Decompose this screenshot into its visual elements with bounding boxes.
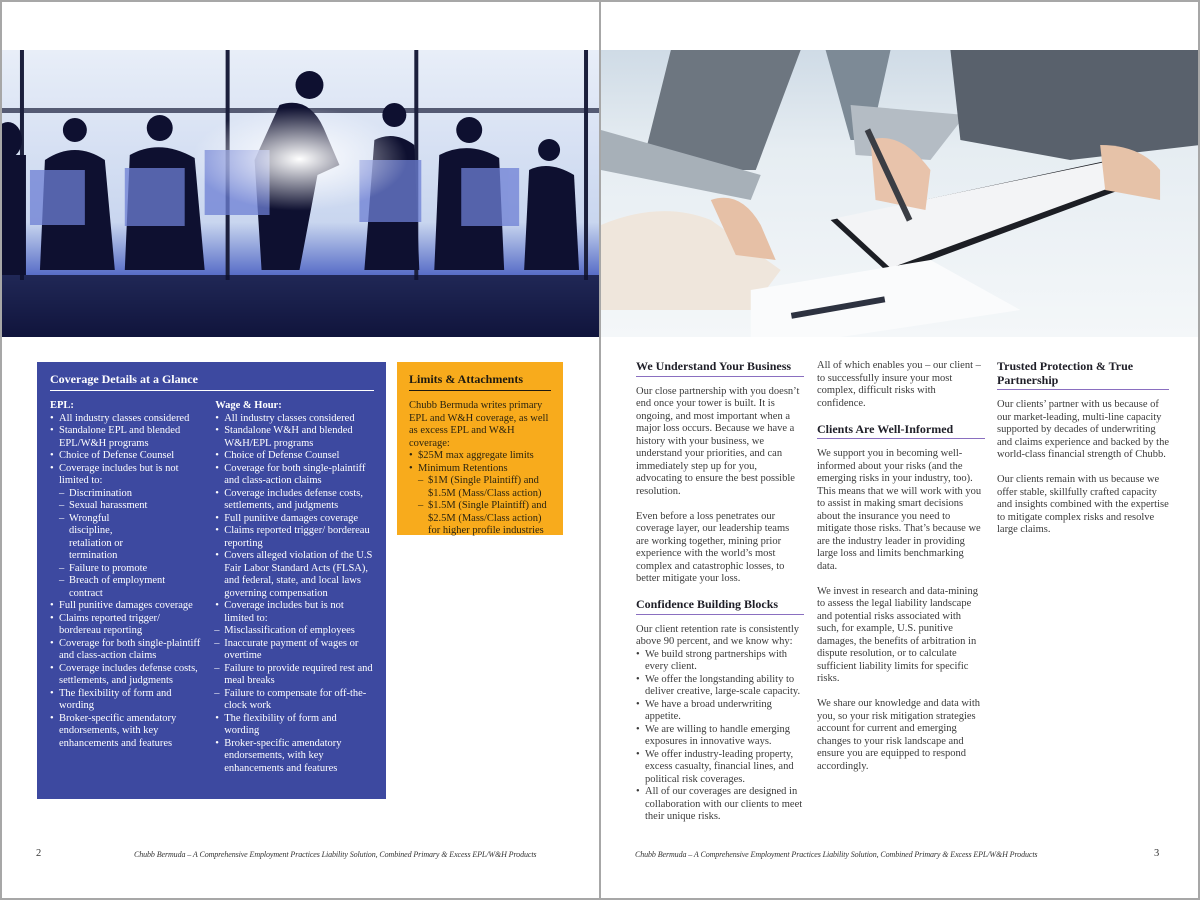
heading-understand-business: We Understand Your Business: [636, 360, 804, 377]
wage-hour-column: [215, 400, 374, 775]
sub-list-item: – $1.5M (Single Plaintiff) and $2.5M (Mass/Class action) for higher profile industries: [409, 500, 551, 538]
list-item: • The flexibility of form and wording: [215, 713, 374, 738]
sub-list-item: – Inaccurate payment of wages or overtime: [205, 638, 374, 663]
column-3: [997, 360, 1169, 549]
photo-contract-signing-icon: [601, 50, 1198, 337]
sub-list-item: – Wrongful discipline, retaliation or termination: [50, 513, 201, 563]
list-item: • Coverage includes defense costs, settlements, and judgments: [215, 488, 374, 513]
page-number: 2: [36, 848, 42, 859]
paragraph: Even before a loss penetrates our coverage layer, our leadership teams are working together, mining prior experience with the world’s most complex and catastrophic losses, to better mitigate your loss.: [636, 510, 790, 584]
wage-hour-heading: Wage & Hour:: [215, 400, 282, 411]
sub-list-item: – Breach of employment contract: [50, 575, 201, 600]
heading-trusted-protection: Trusted Protection & True Partnership: [997, 360, 1169, 390]
list-item: • Claims reported trigger/ bordereau reporting: [215, 525, 374, 550]
paragraph: Our client retention rate is consistently above 90 percent, and we know why:: [636, 623, 799, 647]
list-item: • Standalone EPL and blended EPL/W&H programs: [50, 425, 201, 450]
coverage-details-box: [37, 362, 386, 799]
limits-attachments-box: [397, 362, 563, 535]
list-item: • Broker-specific amendatory endorsements, with key enhancements and features: [50, 713, 201, 751]
list-item: • Full punitive damages coverage: [50, 600, 201, 613]
column-1: [636, 360, 804, 824]
limits-box-title: Limits & Attachments: [409, 372, 551, 391]
list-item: • Coverage includes defense costs, settlements, and judgments: [50, 663, 201, 688]
sub-list-item: – Misclassification of employees: [205, 625, 374, 638]
paragraph: Our clients remain with us because we offer stable, skillfully crafted capacity and insights combined with the expertise to mitigate complex risks and resolve large claims.: [997, 474, 1169, 535]
list-item: • We have a broad underwriting appetite.: [636, 699, 804, 724]
paragraph: Our close partnership with you doesn’t end once your tower is built. It is ongoing, and most important when a major loss occurs. Because we have a history with your business, we understand your priorities, and can immediately step up for you, advocating to ensure the best possible resolution.: [636, 385, 800, 497]
paragraph: Our clients’ partner with us because of our market-leading, multi-line capacity supported by decades of underwriting and claims experience and backed by the world-class financial strength of Chubb.: [997, 399, 1170, 460]
sub-list-item: – Failure to promote: [50, 563, 201, 576]
list-item: • Coverage for both single-plaintiff and class-action claims: [50, 638, 201, 663]
list-item: • Claims reported trigger/ bordereau reporting: [50, 613, 201, 638]
list-item: • Broker-specific amendatory endorsements, with key enhancements and features: [215, 738, 374, 776]
limits-intro: Chubb Bermuda writes primary EPL and W&H coverage, as well as excess EPL and W&H coverage:: [409, 400, 549, 449]
epl-heading: EPL:: [50, 400, 74, 411]
photo-boardroom-icon: [2, 50, 599, 337]
list-item-text: Coverage includes but is not limited to:: [59, 462, 179, 486]
list-item: • We offer industry-leading property, excess casualty, financial lines, and political risk coverages.: [636, 749, 804, 787]
paragraph: We support you in becoming well-informed about your risks (and the emerging risks in your industry, too). This means that we will work with you to assist in making smart decisions about the insurance you need to mitigate those risks. That’s because we are the industry leader in providing large loss and limits benchmarking data.: [817, 448, 982, 572]
paragraph: All of which enables you – our client – to successfully insure your most complex, difficult risks with confidence.: [817, 360, 981, 409]
column-2: [817, 360, 985, 786]
list-item: • All industry classes considered: [215, 413, 374, 426]
list-item: • Choice of Defense Counsel: [215, 450, 374, 463]
footer-text: Chubb Bermuda – A Comprehensive Employment Practices Liability Solution, Combined Primary & Excess EPL/W&H Products: [635, 850, 1038, 859]
heading-well-informed: Clients Are Well-Informed: [817, 423, 985, 440]
list-item: • We are willing to handle emerging exposures in innovative ways.: [636, 724, 804, 749]
list-item: • $25M max aggregate limits: [409, 450, 551, 463]
list-item: • Choice of Defense Counsel: [50, 450, 201, 463]
page-left: [2, 2, 599, 898]
sub-list-item: – Sexual harassment: [50, 500, 201, 513]
list-item: • Coverage for both single-plaintiff and class-action claims: [215, 463, 374, 488]
sub-list-item: – Failure to compensate for off-the-clock work: [205, 688, 374, 713]
list-item: • Standalone W&H and blended W&H/EPL programs: [215, 425, 374, 450]
list-item: • We offer the longstanding ability to deliver creative, large-scale capacity.: [636, 674, 804, 699]
sub-list-item: – Discrimination: [50, 488, 201, 501]
list-item: [50, 463, 201, 488]
paragraph: We share our knowledge and data with you, so your risk mitigation strategies account for current and emerging changes to your risk landscape and ensure you are equipped to respond accordingly.: [817, 698, 981, 772]
list-item: • Covers alleged violation of the U.S Fair Labor Standard Acts (FLSA), and federal, state, and local laws governing compensation: [215, 550, 374, 600]
list-item: • We build strong partnerships with every client.: [636, 649, 804, 674]
footer-text: Chubb Bermuda – A Comprehensive Employment Practices Liability Solution, Combined Primary & Excess EPL/W&H Products: [134, 850, 537, 859]
epl-column: [50, 400, 201, 775]
list-item: • The flexibility of form and wording: [50, 688, 201, 713]
list-item: • Full punitive damages coverage: [215, 513, 374, 526]
sub-list-item: – Failure to provide required rest and meal breaks: [205, 663, 374, 688]
paragraph: We invest in research and data-mining to assess the legal liability landscape and potential risks associated with such, for example, U.S. punitive damages, the benefits of arbitration in dispute resolution, or to calculate sufficient liability limits for specific risks.: [817, 585, 978, 684]
list-item: • All industry classes considered: [50, 413, 201, 426]
list-item: • Minimum Retentions: [409, 463, 551, 476]
sub-list-item: – $1M (Single Plaintiff) and $1.5M (Mass/Class action): [409, 475, 551, 500]
page-number: 3: [1154, 848, 1160, 859]
list-item: • All of our coverages are designed in collaboration with our clients to meet their unique risks.: [636, 786, 804, 824]
list-item: • Coverage includes but is not limited to:: [215, 600, 374, 625]
heading-confidence-blocks: Confidence Building Blocks: [636, 598, 804, 615]
page-right: [601, 2, 1198, 898]
coverage-box-title: Coverage Details at a Glance: [50, 372, 374, 391]
